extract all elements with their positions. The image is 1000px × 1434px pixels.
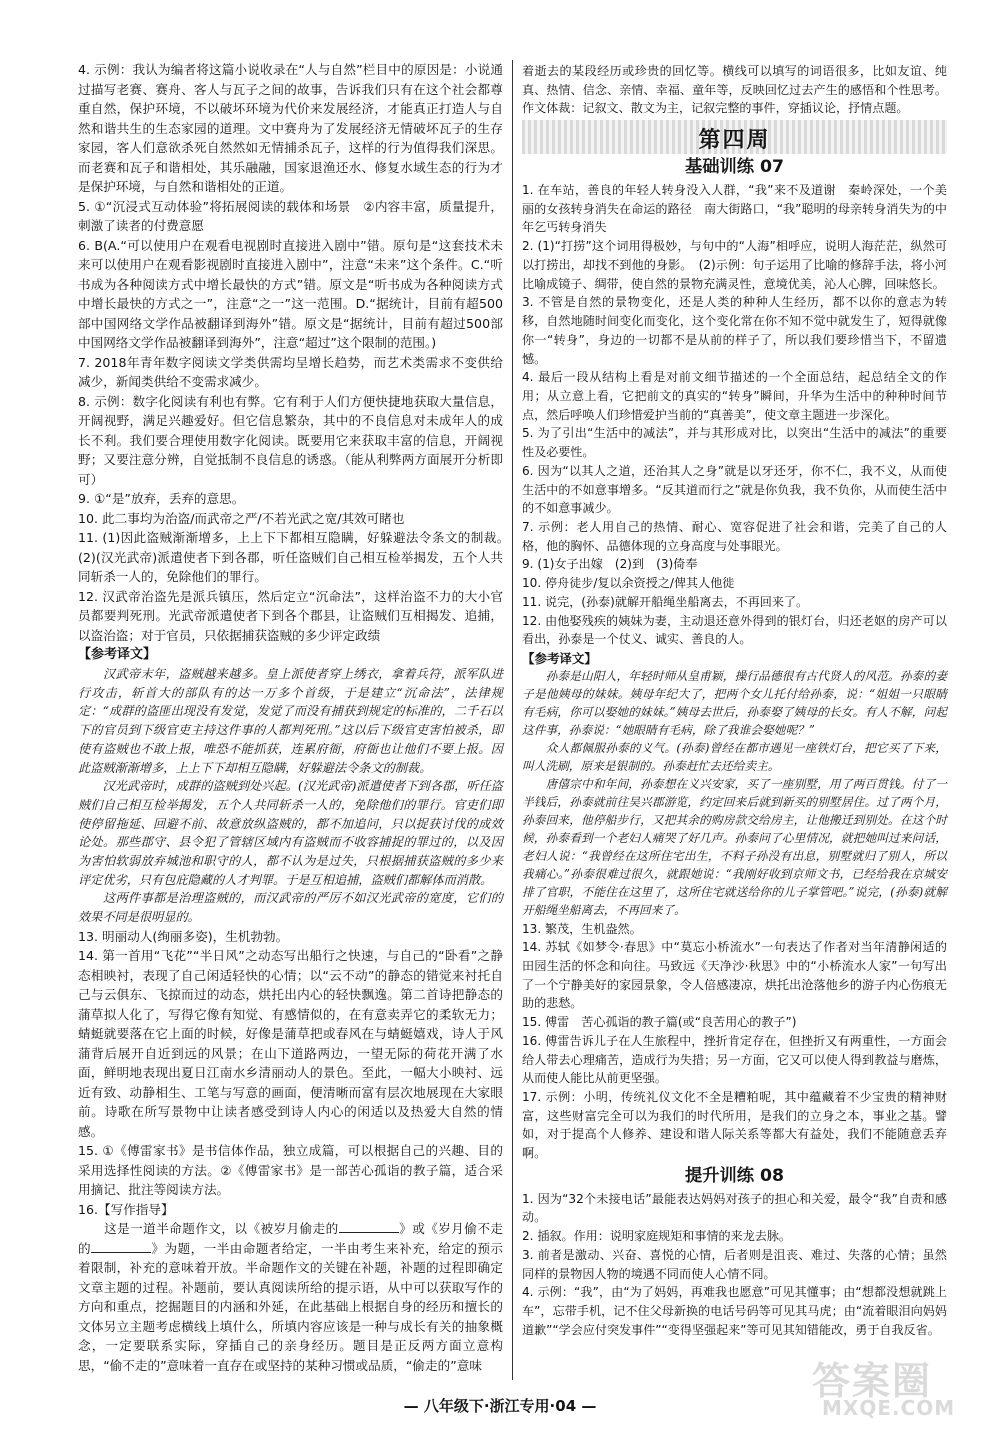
answer-s3: 3. 前者是激动、兴奋、喜悦的心情，后者则是沮丧、难过、失落的心情；虽然同样的景物因人物的境遇不同而使人心情不同。 [522, 1247, 947, 1281]
answer-s2: 2. 插叙。作用：说明家庭规矩和事情的来龙去脉。 [522, 1229, 792, 1244]
watermark-url: MXQE.COM [822, 1396, 956, 1420]
answer-5: 5. ①“沉浸式互动体验”将拓展阅读的载体和场景 ②内容丰富，质量提升，刺激了读者的付费意愿 [78, 198, 503, 233]
answer-10: 10. 此二事均为治盗/而武帝之严/不若光武之宽/其效可睹也 [78, 510, 405, 526]
answer-6: 6. B(A.“可以使用户在观看电视剧时直接进入剧中”错。原句是“这套技术未来可以使用户在观看影视剧时直接进入剧中”，注意“未来”这个条件。C.“听书成为各种阅读方式中增长最快的方式”错。原文是“听书成为各种阅读方式中增长最快的方式之一”，注意“之一”这一范围。D.“据统计，目前有超500部中国网络文学作品被翻译到海外”错。原文是“据统计，目前有超过500部中国网络文学作品被翻译到海外”，注意“超过”这个限制的范围。) [78, 237, 503, 350]
answer-r5: 5. 为了引出“生活中的减法”，并与其形成对比，以突出“生活中的减法”的重要性及必要性。 [522, 426, 947, 460]
answer-s4: 4. 示例：“我”，由“为了妈妈，再难我也愿意”可见其懂事；由“想都没想就跳上车”，忘带手机，记不住父母新换的电话号码等可见其马虎；由“流着眼泪向妈妈道歉”“学会应付突发事件”“变得坚强起来”等可见其知错能改，勇于自我反省。 [522, 1285, 947, 1337]
fill-blank-line [339, 1220, 399, 1233]
section-title-basic-07: 基础训练 07 [684, 157, 785, 178]
reference-translation-heading-2: 【参考译文】 [522, 651, 597, 666]
fill-blank-line [91, 1240, 151, 1253]
answer-r14: 14. 苏轼《如梦令·春思》中“莫忘小桥流水”一句表达了作者对当年清静闲适的田园生活的怀念和向往。马致远《天净沙·秋思》中的“小桥流水人家”一句写出了一个宁静美好的家园景象，令人倍感凄凉，烘托出沧落他乡的游子内心伤痕无助的悲愁。 [522, 940, 947, 1011]
answer-11: 11. (1)因此盗贼渐渐增多，上上下下都相互隐瞒，好躲避法令条文的制裁。 (2)(汉光武帝)派遣使者下到各郡，听任盗贼们自己相互检举揭发，五个人共同斩杀一人的，免除他们的罪行。 [78, 530, 516, 584]
answer-r2: 2. (1)“打捞”这个词用得极妙，与句中的“人海”相呼应，说明人海茫茫，纵然可以打捞出，却找不到他的身影。 (2)示例：句子运用了比喻的修辞手法，将小河比喻成镜子、绸带，使自然的景物充满灵性，意境优美，沁人心脾，回味悠长。 [522, 239, 947, 291]
answer-r11: 11. 说完，(孙泰)就解开船绳坐船离去，不再回来了。 [522, 594, 809, 609]
watermark-text: 答案圈 [812, 1359, 933, 1403]
answer-r15: 15. 傅雷 苦心孤诣的教子篇(或“良苦用心的教子”) [522, 1015, 797, 1030]
watermark-logo [812, 1350, 982, 1422]
reference-translation: 汉武帝末年，盗贼越来越多。皇上派使者穿上绣衣，拿着兵符，派军队进行攻击，斩首大的部队有的达一万多个首级，于是建立“沉命法”，法律规定：“成群的盗匪出现没有发觉，发觉了而没有捕获到规定的标准的，二千石以下的官员到下级官吏主持这件事的人都判死刑。”这以后下级官吏害怕被杀，即使有盗贼也不敢上报，唯恐不能抓获，连累府衙，府衙也让他们不要上报。因此盗贼渐渐增多，上上下下却相互隐瞒，好躲避法令条文的制裁。 汉光武帝时，成群的盗贼到处兴起。(汉光武帝)派遣使者下到各郡，听任盗贼们自己相互检举揭发，五个人共同斩杀一人的，免除他们的罪行。官吏们即使停留拖延、回避不前、故意放纵盗贼的，都不加追问，只以捉获讨伐的成效论处。那些郡守、县令犯了管辖区域内有盗贼而不收容捕捉的罪过的，以及因为害怕软弱放弃城池和职守的人，都不认为是过失，只根据捕获盗贼的多少来评定优劣，只有包庇隐藏的人才判罪。于是互相追捕，盗贼们都解体而消散。 这两件事都是治理盗贼的，而汉武帝的严厉不如汉光武帝的宽度，它们的效果不同是很明显的。 [78, 667, 503, 925]
answer-7: 7. 2018年青年数字阅读文学类供需均呈增长趋势，而艺术类需求不变供给减少，新闻类供给不变需求减少。 [78, 354, 503, 389]
page-footer: — 八年级下·浙江专用·04 — [403, 1397, 597, 1415]
answer-16-part-2: 》或《岁月偷不走的 [78, 1221, 504, 1256]
week-banner [522, 120, 947, 154]
answer-16-part-1: 这是一道半命题作文，以《被岁月偷走的 [78, 1221, 339, 1237]
answer-8: 8. 示例：数字化阅读有利也有弊。它有利于人们方便快捷地获取大量信息，开阔视野，满足兴趣爱好。但它信息繁杂，其中的不良信息对未成年人的成长不利。我们要合理使用数字化阅读。既要用它来获取丰富的信息，开阔视野；又要注意分辨，自觉抵制不良信息的诱惑。（能从利弊两方面展开分析即可） [78, 393, 503, 487]
week-title: 第四周 [698, 128, 771, 154]
answer-r4: 4. 最后一段从结构上看是对前文细节描述的一个全面总结，起总结全文的作用；从立意上看，它把前文的真实的“转身”瞬间，升华为生活中的种种时间节点，然后呼唤人们珍惜爱护当前的“真善美”，使文章主题进一步深化。 [522, 370, 947, 422]
answer-9: 9. ①“是”放弃，丢弃的意思。 [78, 491, 245, 506]
reference-translation-2: 孙泰是山阳人，年轻时师从皇甫颖，操行品德很有古代贤人的风范。孙泰的妻子是他姨母的妹妹。姨母年纪大了，把两个女儿托付给孙泰，说：“姐姐一只眼睛有毛病，你可以娶她的妹妹。”姨母去世后，孙泰娶了姨母的长女。有人不解，问起这件事，孙泰说：“她眼睛有毛病，除了我谁会娶她呢？” 众人都佩服孙泰的义气。(孙泰)曾经在都市遇见一座铁灯台，把它买了下来，叫人洗刷，原来是银制的。孙泰赶忙去还给卖主。 唐僖宗中和年间，孙泰想在义兴安家，买了一座别墅，用了两百贯钱。付了一半钱后，孙泰就前往吴兴郡游览，约定回来后就到新买的别墅居住。过了两个月，孙泰回来，他停船步行，又把其余的购房款交给房主，让他搬迁到别处。在这个时候，孙泰看到一个老妇人痛哭了好几声。孙泰问了心里情况，就把她叫过来问话，老妇人说：“我曾经在这所住宅出生，不料子孙没有出息，别墅就归了别人，所以我痛心。”孙泰很难过很久，就跟她说：“我刚好收到京师文书，已经给我在京城安排了官职，不能住在这里了，这所住宅就送给你的儿子掌管吧。”说完，(孙泰)就解开船绳坐船离去，不再回来了。 [522, 669, 947, 917]
section-title-advanced-08: 提升训练 08 [684, 1165, 785, 1186]
answer-r7: 7. 示例：老人用自己的热情、耐心、宽容促进了社会和谐，完美了自己的人格，他的胸怀、品德体现的立身高度与处事眼光。 [522, 519, 947, 553]
answer-16-part-3: 》为题，一半由命题者给定，一半由考生来补充，给定的预示着限制，补充的意味着开放。半命题作文的关键在补题，补题的过程即确定文章主题的过程。补题前，要认真阅读所给的提示语，从中可以获取写作的方向和重点，挖掘题目的内涵和外延，在此基础上根据自身的经历和擅长的文体另立主题考虑横线上填什么，所填内容应该是一种与成长有关的抽象概念，一定要联系实际，穿插自己的亲身经历。题目是正反两方面立意构思，“偷不走的”意味着一直存在或坚持的某种习惯或品质，“偷走的”意味 [78, 1240, 504, 1373]
answer-r13: 13. 繁茂，生机盎然。 [522, 921, 642, 936]
answer-r6: 6. 因为“以其人之道，还治其人之身”就是以牙还牙，你不仁，我不义，从而使生活中的不如意事增多。“反其道而行之”就是你负我，我不负你，从而使生活中的不如意事减少。 [522, 463, 947, 516]
answer-16 [78, 1219, 503, 1375]
right-column [522, 62, 947, 1340]
answer-r16: 16. 傅雷告诉儿子在人生旅程中，挫折肯定存在，但挫折又有两重性，一方面会给人带去心理痛苦，造成行为失措；另一方面，它又可以使人得到教益与磨炼，从而使人能比从前更坚强。 [522, 1033, 947, 1086]
answer-s1: 1. 因为“32个未接电话”最能表达妈妈对孩子的担心和关爱，最令“我”自责和感动。 [522, 1191, 947, 1225]
answer-r10: 10. 停舟徒步/复以余资授之/俾其人他徙 [522, 576, 735, 591]
answer-13: 13. 明丽动人(绚丽多姿)，生机勃勃。 [78, 928, 289, 944]
answer-r17: 17. 示例：小明，传统礼仪文化不全是糟粕呢，其中蕴藏着不少宝贵的精神财富，这些财富完全可以为我们的时代所用，是我们的立身之本，事业之基。譬如，对于提高个人修养、建设和谐人际关系等都大有益处，我们不能随意丢弃啊。 [522, 1090, 947, 1161]
answer-r1: 1. 在车站，善良的年轻人转身没入人群，“我”来不及道谢 秦岭深处，一个美丽的女孩转身消失在命运的路径 南大街路口，“我”聪明的母亲转身消失为的中年乞丐转身消失 [522, 183, 947, 235]
answer-16-continued: 着逝去的某段经历或珍贵的回忆等。横线可以填写的词语很多，比如友谊、纯真、热情、信念、亲情、幸福、童年等，反映回忆过去产生的感悟和个性思考。作文体裁：记叙文、散文为主，记叙完整的事件，穿插议论，抒情点题。 [522, 64, 947, 116]
left-column [78, 60, 516, 1375]
answer-12: 12. 汉武帝治盗先是派兵镇压，然后定立“沉命法”，这样治盗不力的大小官员都要判死刑。光武帝派遣使者下到各个郡县，让盗贼们互相揭发、追捕，以盗治盗；对于官员，只依据捕获盗贼的多少评定政绩 [78, 588, 503, 643]
answer-r12: 12. 由他娶残疾的姨妹为妻，主动退还意外得到的银灯台，归还老妪的房产可以看出，孙泰是一个仗义、诚实、善良的人。 [522, 613, 947, 647]
answer-15: 15. ①《傅雷家书》是书信体作品，独立成篇，可以根据自己的兴趣、目的采用选择性阅读的方法。②《傅雷家书》是一部苦心孤诣的教子篇，适合采用摘记、批注等阅读方法。 [78, 1143, 503, 1198]
column-divider [512, 60, 513, 1380]
reference-translation-heading: 【参考译文】 [78, 647, 157, 662]
answer-r9: 9. (1)女子出嫁 (2)到 (3)倚奉 [522, 557, 698, 572]
answer-4: 4. 示例：我认为编者将这篇小说收录在“人与自然”栏目中的原因是：小说通过描写老赛、赛舟、客人与瓦子之间的故事，告诉我们只有在这个社会都尊重自然，保护环境，不以破坏环境为代价来发展经济，才能真正打造人与自然和谐共生的生态家园的道理。文中赛舟为了发展经济无情破坏瓦子的生存家园，客人们意欲杀死自然然如无情捕杀瓦子，这样的行为值得我们深思。而老赛和瓦子和谐相处，其乐融融，国家退渔还水、修复水域生态的行为才是保护环境，与自然和谐相处的正道。 [78, 62, 503, 194]
answer-16-heading: 16.【写作指导】 [78, 1201, 174, 1217]
answer-14: 14. 第一首用“飞花”“半日风”之动态写出船行之快速，与自己的“卧看”之静态相映衬，表现了自己闲适轻快的心情；以“云不动”的静态的错觉来衬托自己与云俱东、飞掠而过的动态，烘托出内心的轻快飘逸。第二首诗把静态的蒲草拟人化了，写得它像有知觉、有感情似的，在有意卖弄它的柔软无力；蜻蜓就要落在它上面的时候，好像是蒲草把或春风在与蜻蜓嬉戏，诗人于风蒲背后展开自近到远的风景；在山下道路两边，一望无际的荷花开满了水面，鲜明地表现出夏日江南水乡清丽动人的景色。至此，一幅大小映衬、远近有致、动静相生、工笔与写意的画面，便清晰而富有层次地展现在大家眼前。诗歌在所写景物中让读者感受到诗人内心的闲适以及热爱大自然的情感。 [78, 948, 503, 1139]
answer-r3: 3. 不管是自然的景物变化，还是人类的种种人生经历，都不以你的意志为转移，自然地随时间变化而变化，这个变化常在你不知不觉中就发生了，短得就像你一“转身”，身边的一切都不是从前的样子了，所以我们要珍惜当下，不留遗憾。 [522, 295, 947, 366]
